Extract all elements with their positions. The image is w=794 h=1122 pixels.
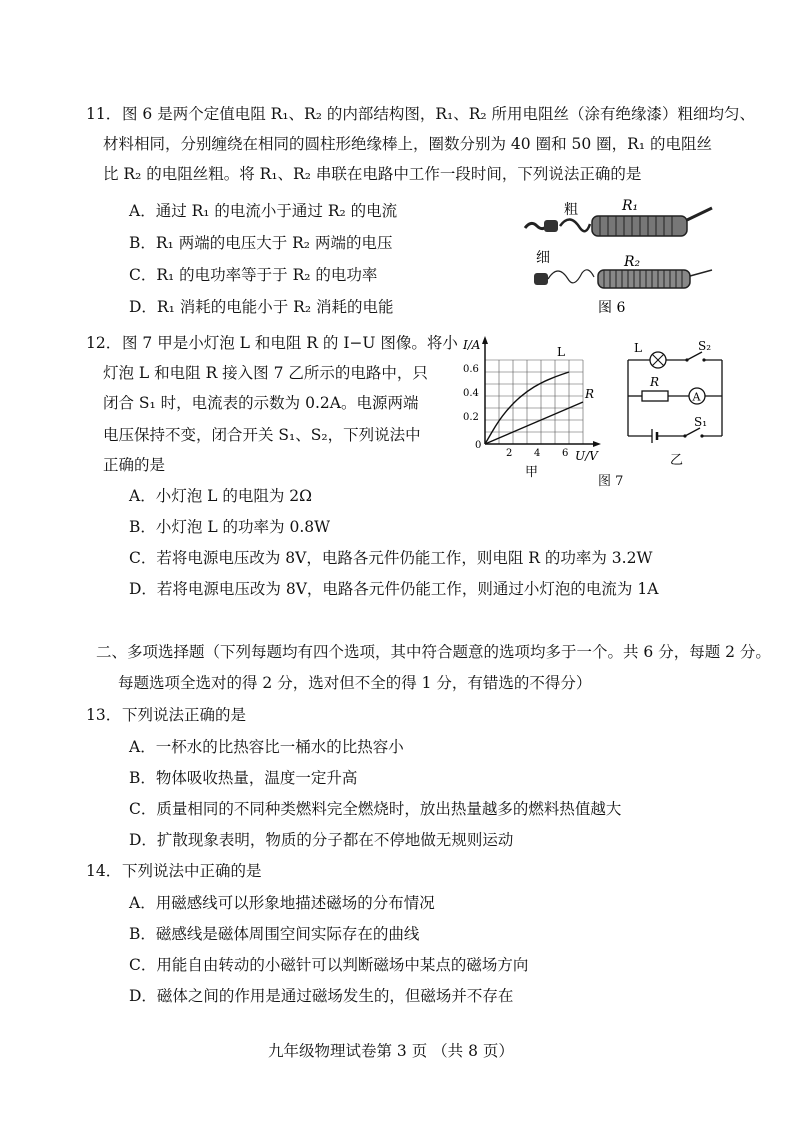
q13-option-c: C．质量相同的不同种类燃料完全燃烧时，放出热量越多的燃料热值越大 bbox=[129, 800, 622, 818]
q13-number: 13． bbox=[86, 706, 122, 724]
circuit-sub-caption: 乙 bbox=[670, 453, 684, 468]
lamp-label: L bbox=[634, 341, 642, 355]
origin-tick: 0 bbox=[475, 440, 482, 451]
q11-option-c: C．R₁ 的电功率等于于 R₂ 的电功率 bbox=[129, 266, 378, 284]
switch-s2-symbol bbox=[687, 352, 702, 360]
q14-option-a: A．用磁感线可以形象地描述磁场的分布情况 bbox=[129, 894, 435, 912]
q11-stem-line1: 图 6 是两个定值电阻 R₁、R₂ 的内部结构图，R₁、R₂ 所用电阻丝（涂有绝缘漆）粗细均匀、 bbox=[122, 105, 756, 123]
q12-stem-line3: 闭合 S₁ 时，电流表的示数为 0.2A。电源两端 bbox=[103, 394, 419, 412]
iu-graph bbox=[455, 332, 605, 482]
q11-option-a: A．通过 R₁ 的电流小于通过 R₂ 的电流 bbox=[129, 202, 398, 220]
r1-label: R₁ bbox=[622, 198, 639, 214]
curve-r-label: R bbox=[585, 387, 595, 401]
q14-option-b: B．磁感线是磁体周围空间实际存在的曲线 bbox=[129, 925, 420, 943]
q11-option-b: B．R₁ 两端的电压大于 R₂ 两端的电压 bbox=[129, 234, 393, 252]
thin-label: 细 bbox=[536, 250, 550, 266]
section-2-heading-line2: 每题选项全选对的得 2 分，选对但不全的得 1 分，有错选的不得分） bbox=[118, 674, 592, 692]
page-footer: 九年级物理试卷第 3 页 （共 8 页） bbox=[268, 1042, 514, 1060]
figure-7-caption: 图 7 bbox=[598, 474, 624, 489]
q13-option-b: B．物体吸收热量，温度一定升高 bbox=[129, 769, 358, 787]
q14-stem: 下列说法中正确的是 bbox=[122, 862, 262, 880]
circuit-diagram bbox=[620, 338, 730, 468]
y-tick-0.4: 0.4 bbox=[463, 388, 479, 399]
x-axis-label: U/V bbox=[575, 449, 598, 463]
curve-l-label: L bbox=[557, 345, 565, 359]
q14-number: 14． bbox=[86, 862, 122, 880]
x-tick-4: 4 bbox=[534, 448, 541, 459]
resistor-label: R bbox=[650, 375, 660, 389]
q12-number: 12． bbox=[86, 334, 122, 352]
q12-option-a: A．小灯泡 L 的电阻为 2Ω bbox=[129, 487, 312, 505]
s1-label: S₁ bbox=[694, 415, 708, 429]
q14-option-d: D．磁体之间的作用是通过磁场发生的，但磁场并不存在 bbox=[129, 987, 514, 1005]
x-tick-2: 2 bbox=[506, 448, 513, 459]
section-2-heading-line1: 二、多项选择题（下列每题均有四个选项，其中符合题意的选项均多于一个。共 6 分，每题 2 分。 bbox=[96, 643, 771, 661]
q12-option-b: B．小灯泡 L 的功率为 0.8W bbox=[129, 518, 331, 536]
resistor-symbol bbox=[642, 391, 668, 401]
ammeter-label: A bbox=[692, 390, 701, 404]
y-tick-0.6: 0.6 bbox=[463, 364, 479, 375]
q11-stem-line2: 材料相同，分别缠绕在相同的圆柱形绝缘棒上，圈数分别为 40 圈和 50 圈，R₁ 的电阻丝 bbox=[103, 135, 712, 153]
y-tick-0.2: 0.2 bbox=[463, 412, 479, 423]
q13-option-a: A．一杯水的比热容比一桶水的比热容小 bbox=[129, 738, 404, 756]
figure-6-resistors bbox=[520, 190, 720, 318]
q11-option-d: D．R₁ 消耗的电能小于 R₂ 消耗的电能 bbox=[129, 298, 394, 316]
r2-label: R₂ bbox=[624, 254, 641, 270]
thick-label: 粗 bbox=[564, 202, 578, 218]
q12-stem-line1: 图 7 甲是小灯泡 L 和电阻 R 的 I−U 图像。将小 bbox=[122, 334, 458, 352]
q12-option-c: C．若将电源电压改为 8V，电路各元件仍能工作，则电阻 R 的功率为 3.2W bbox=[129, 549, 653, 567]
figure-6-caption: 图 6 bbox=[598, 300, 626, 316]
switch-s1-symbol bbox=[685, 428, 700, 436]
q14-option-c: C．用能自由转动的小磁针可以判断磁场中某点的磁场方向 bbox=[129, 956, 529, 974]
q12-stem-line4: 电压保持不变，闭合开关 S₁、S₂，下列说法中 bbox=[103, 426, 421, 444]
q11-stem-line3: 比 R₂ 的电阻丝粗。将 R₁、R₂ 串联在电路中工作一段时间，下列说法正确的是 bbox=[103, 165, 642, 183]
q12-stem-line5: 正确的是 bbox=[103, 456, 166, 474]
q12-stem-line2: 灯泡 L 和电阻 R 接入图 7 乙所示的电路中，只 bbox=[103, 364, 428, 382]
s2-label: S₂ bbox=[698, 339, 712, 353]
y-axis-label: I/A bbox=[463, 338, 481, 352]
q13-stem: 下列说法正确的是 bbox=[122, 706, 247, 724]
x-tick-6: 6 bbox=[562, 448, 569, 459]
q13-option-d: D．扩散现象表明，物质的分子都在不停地做无规则运动 bbox=[129, 831, 514, 849]
graph-sub-caption: 甲 bbox=[525, 465, 539, 480]
q11-number: 11． bbox=[86, 105, 122, 123]
q12-option-d: D．若将电源电压改为 8V，电路各元件仍能工作，则通过小灯泡的电流为 1A bbox=[129, 580, 659, 598]
